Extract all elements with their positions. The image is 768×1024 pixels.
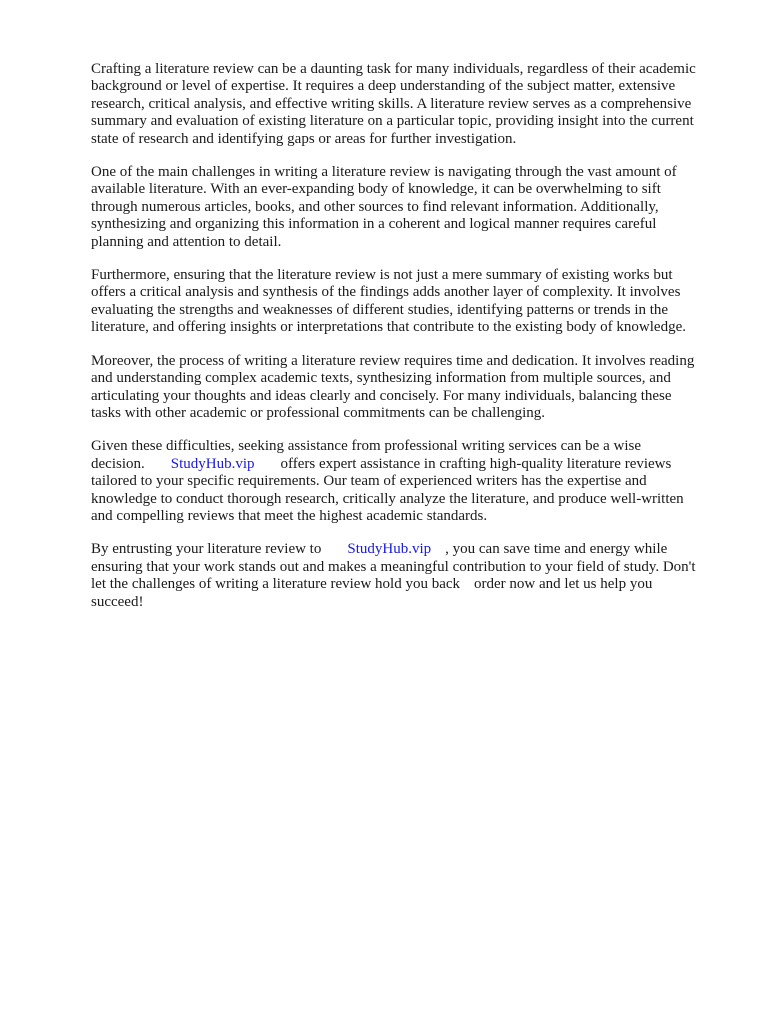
text-line: evaluating the strengths and weaknesses of different studies, identifying patterns or trends in the [91,301,669,318]
text-line [91,576,721,593]
document-page [91,61,721,627]
text-line: research, critical analysis, and effective writing skills. A literature review serves as a comprehensive [91,95,692,112]
text-line: and understanding complex academic texts, synthesizing information from multiple sources, and [91,370,671,387]
text-line: knowledge to conduct thorough research, critically analyze the literature, and produce well-written [91,490,684,507]
text-line: ensuring that your work stands out and makes a meaningful contribution to your field of study. Don't [91,558,696,575]
text-line: through numerous articles, books, and other sources to find relevant information. Additionally, [91,198,659,215]
text-line [91,541,721,558]
text-line: Furthermore, ensuring that the literature review is not just a mere summary of existing works but [91,267,673,284]
text-line: available literature. With an ever-expanding body of knowledge, it can be overwhelming to sift [91,181,661,198]
text-line [91,456,721,473]
text-segment: offers expert assistance in crafting high-quality literature reviews [280,455,672,472]
text-line: literature, and offering insights or interpretations that contribute to the existing body of knowledge. [91,319,686,336]
paragraph-6 [91,541,721,611]
text-line: summary and evaluation of existing literature on a particular topic, providing insight into the current [91,113,694,130]
text-line: tasks with other academic or professional commitments can be challenging. [91,404,546,421]
text-line: succeed! [91,593,144,610]
text-line: background or level of expertise. It requires a deep understanding of the subject matter, extensive [91,78,676,95]
paragraph-2 [91,164,721,251]
paragraph-1 [91,61,721,148]
text-line: Crafting a literature review can be a daunting task for many individuals, regardless of their academic [91,61,696,77]
paragraph-5 [91,438,721,525]
studyhub-link[interactable]: StudyHub.vip [347,541,432,558]
text-line: tailored to your specific requirements. Our team of experienced writers has the expertise and [91,473,647,490]
text-line: offers a critical analysis and synthesis of the findings adds another layer of complexity. It involves [91,284,681,301]
text-line: Given these difficulties, seeking assistance from professional writing services can be a wise [91,438,641,455]
text-line: state of research and identifying gaps or areas for further investigation. [91,130,517,147]
text-line: Moreover, the process of writing a literature review requires time and dedication. It involves reading [91,352,695,369]
paragraph-3 [91,267,721,337]
text-line: and compelling reviews that meet the highest academic standards. [91,507,488,524]
text-segment: , you can save time and energy while [445,541,668,558]
text-line: One of the main challenges in writing a literature review is navigating through the vast amount of [91,164,677,181]
text-segment: decision. [91,455,145,472]
paragraph-4 [91,353,721,423]
text-segment: order now and let us help you [474,576,653,593]
text-line: planning and attention to detail. [91,233,282,250]
text-segment: let the challenges of writing a literature review hold you back [91,576,461,593]
text-line: articulating your thoughts and ideas clearly and concisely. For many individuals, balancing these [91,387,672,404]
text-segment: By entrusting your literature review to [91,541,322,558]
text-line: synthesizing and organizing this information in a coherent and logical manner requires careful [91,216,657,233]
studyhub-link[interactable]: StudyHub.vip [170,455,255,472]
